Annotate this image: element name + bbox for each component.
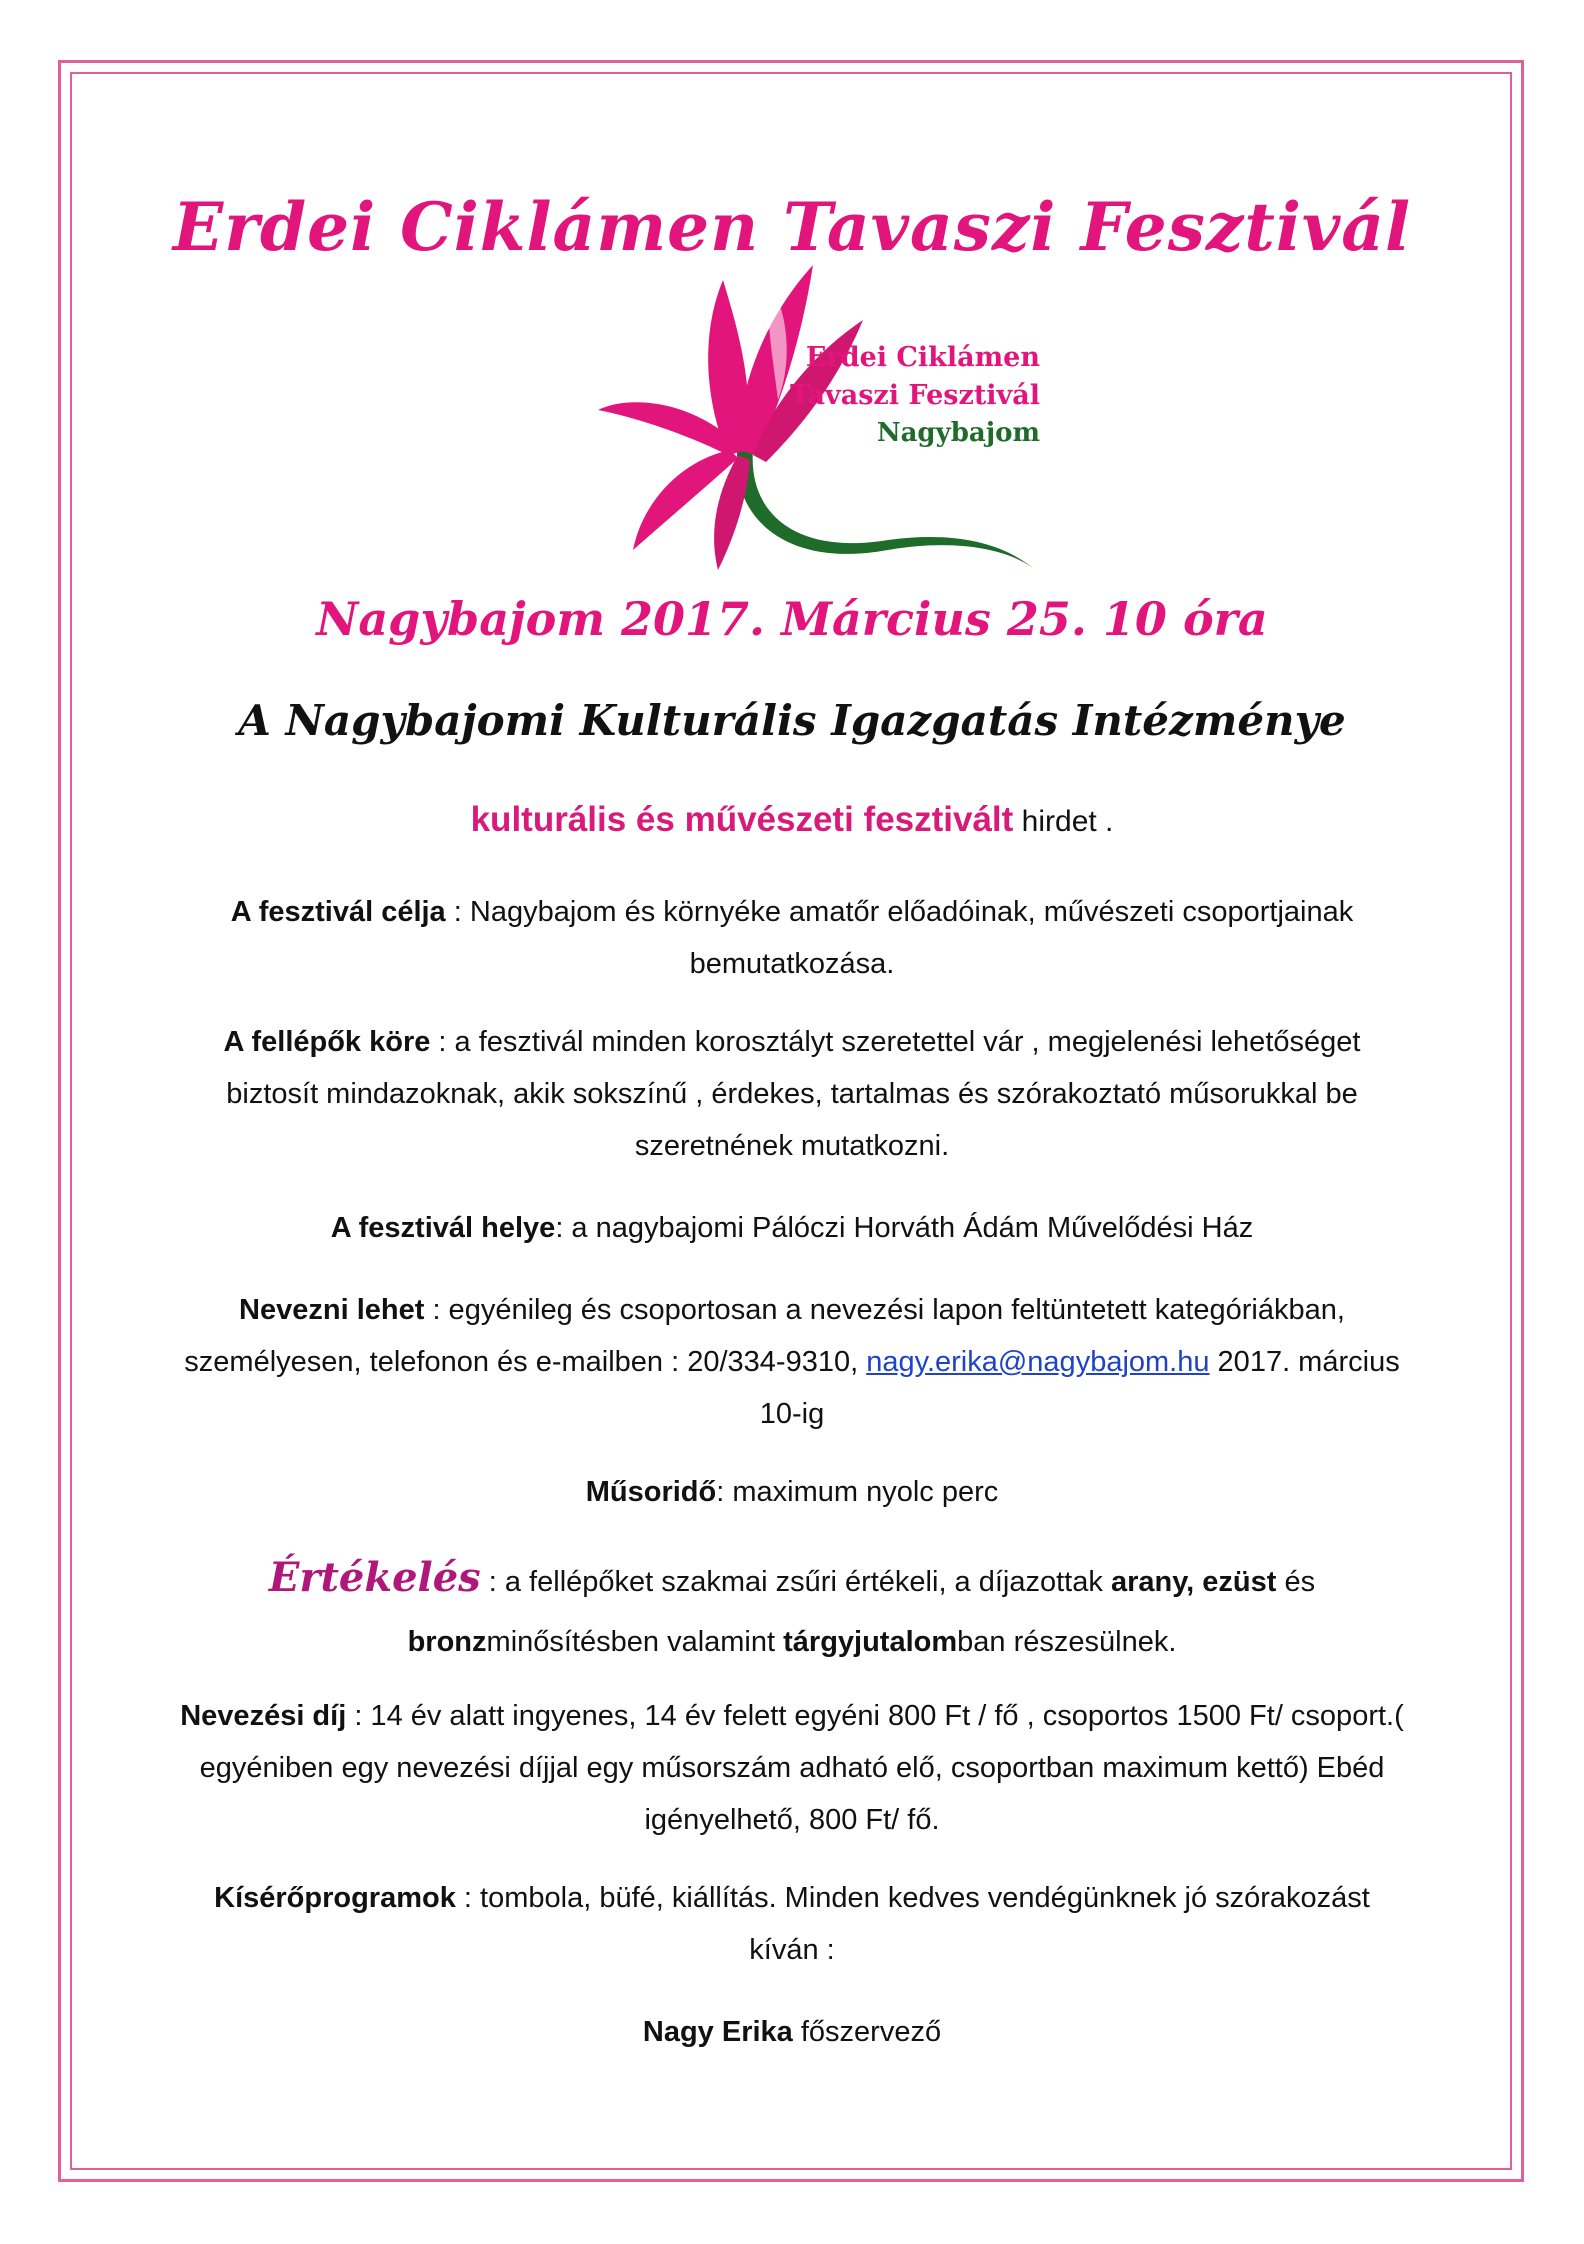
evaluation-bold-3: tárgyjutalom (783, 1626, 958, 1658)
organizer: A Nagybajomi Kulturális Igazgatás Intézménye (238, 696, 1346, 745)
logo-line-2: Tavaszi Fesztivál (790, 380, 1040, 411)
section-goal (180, 886, 1404, 990)
entry-label: Nevezni lehet (239, 1294, 425, 1326)
section-venue (180, 1202, 1404, 1254)
signature-role: főszervező (792, 2016, 942, 2048)
performers-text: : a fesztivál minden korosztályt szeretettel vár , megjelenési lehetőséget biztosít mindazoknak, akik sokszínű , érdekes, tartalmas és szórakoztató műsorukkal be szeretnének mutatkozni. (226, 1026, 1361, 1162)
signature-name: Nagy Erika (642, 2016, 793, 2048)
fee-text: : 14 év alatt ingyenes, 14 év felett egyéni 800 Ft / fő , csoportos 1500 Ft/ csoport.( egyéniben egy nevezési díjjal egy műsorszám adható elő, csoportban maximum kettő) Ebéd igényelhető, 800 Ft/ fő. (199, 1700, 1404, 1836)
evaluation-text-1: : a fellépőket szakmai zsűri értékeli, a díjazottak (480, 1566, 1111, 1598)
evaluation-text-4: ban részesülnek. (957, 1626, 1177, 1658)
cyclamen-flower-icon (588, 250, 1048, 580)
announcement (0, 800, 1584, 840)
section-performers (180, 1016, 1404, 1172)
evaluation-bold-2: bronz (407, 1626, 487, 1658)
signature (180, 2006, 1404, 2058)
duration-text: : maximum nyolc perc (716, 1476, 999, 1508)
evaluation-text-3: minősítésben valamint (486, 1626, 784, 1658)
side-programs-label: Kísérőprogramok (214, 1882, 456, 1914)
contact-email-link[interactable]: nagy.erika@nagybajom.hu (866, 1346, 1210, 1378)
section-entry (180, 1284, 1404, 1440)
evaluation-text-2: és (1276, 1566, 1316, 1598)
announcement-highlight: kulturális és művészeti fesztivált (470, 800, 1014, 839)
section-fee (180, 1690, 1404, 1846)
section-side-programs (180, 1872, 1404, 1976)
evaluation-label: Értékelés (268, 1554, 481, 1601)
goal-text: : Nagybajom és környéke amatőr előadóinak, művészeti csoportjainak bemutatkozása. (445, 896, 1354, 980)
entry-text: : egyénileg és csoportosan a nevezési lapon feltüntetett kategóriákban, személyesen, telefonon és e-mailben : 20/334-9310, (184, 1294, 1345, 1378)
side-programs-text: : tombola, büfé, kiállítás. Minden kedves vendégünknek jó szórakozást kíván : (455, 1882, 1370, 1966)
duration-label: Műsoridő (585, 1476, 717, 1508)
announcement-rest: hirdet . (1013, 805, 1114, 838)
venue-label: A fesztivál helye (330, 1212, 556, 1244)
event-date: Nagybajom 2017. Március 25. 10 óra (316, 592, 1268, 646)
goal-label: A fesztivál célja (230, 896, 446, 928)
entry-deadline: 2017. március 10-ig (759, 1346, 1400, 1430)
performers-label: A fellépők köre (223, 1026, 431, 1058)
section-duration (180, 1466, 1404, 1518)
evaluation-bold-1: arany, ezüst (1110, 1566, 1277, 1598)
logo-line-3: Nagybajom (876, 418, 1040, 448)
section-evaluation (180, 1548, 1404, 1672)
logo-line-1: Erdei Ciklámen (805, 342, 1040, 373)
festival-title: Erdei Ciklámen Tavaszi Fesztivál (172, 188, 1412, 266)
fee-label: Nevezési díj (180, 1700, 347, 1732)
festival-logo (588, 250, 1048, 580)
venue-text: : a nagybajomi Pálóczi Horváth Ádám Művelődési Ház (555, 1212, 1254, 1244)
